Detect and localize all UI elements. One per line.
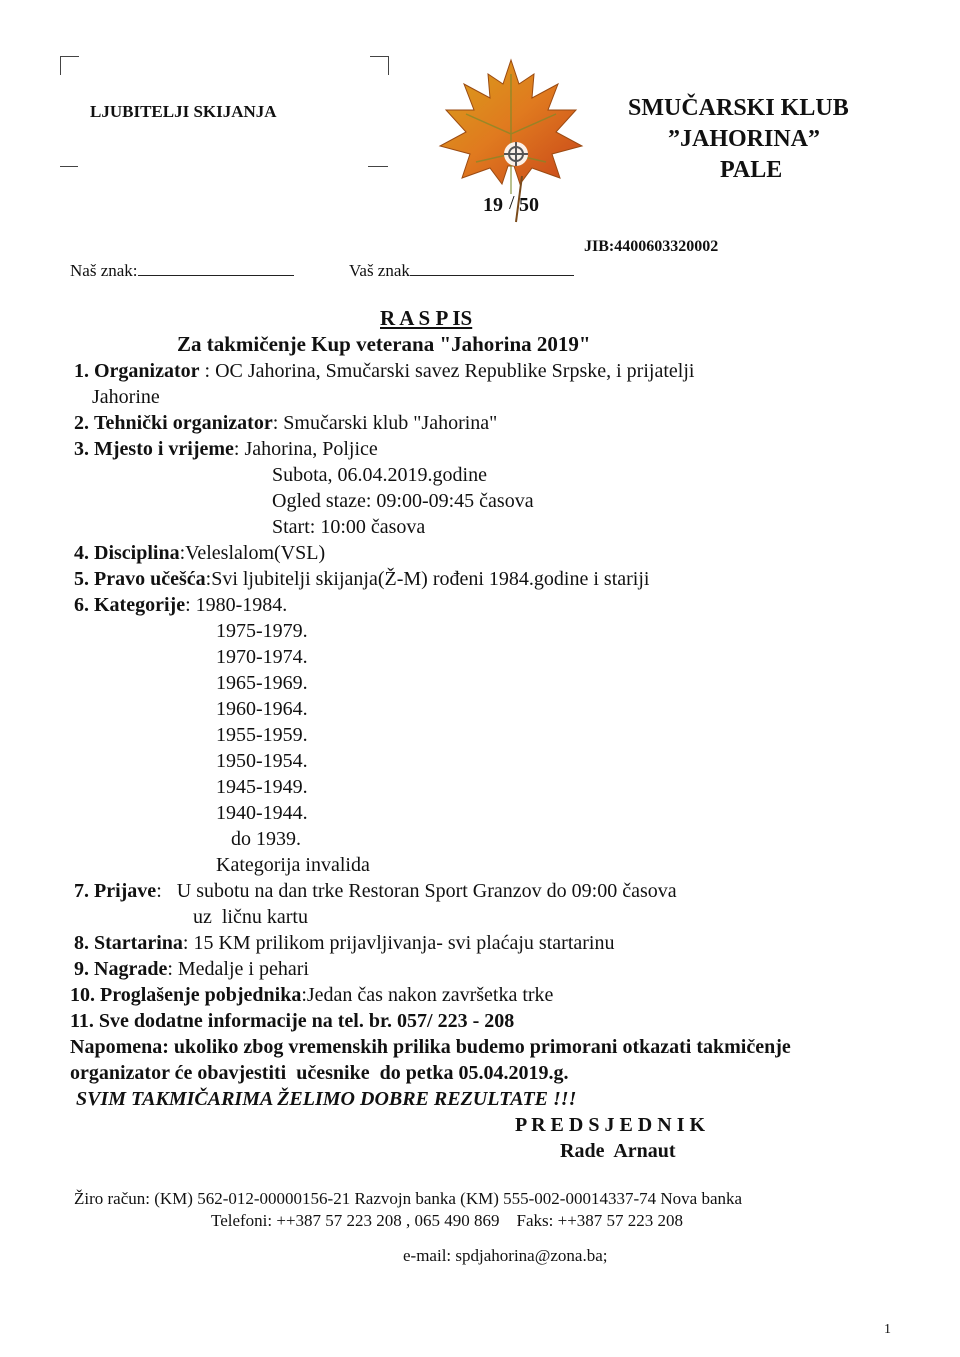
- item-nagrade: [74, 956, 309, 982]
- item-label: Startarina: [94, 932, 183, 954]
- category-list-item: 1965-1969.: [216, 672, 308, 694]
- dash-mark-left: [60, 166, 78, 167]
- item-pravo-ucesca: [74, 566, 649, 592]
- item-disciplina: [74, 540, 325, 566]
- logo-year-slash: /: [509, 192, 515, 214]
- document-subtitle: Za takmičenje Kup veterana "Jahorina 2019": [177, 332, 591, 356]
- item-number: 1.: [74, 360, 89, 382]
- item-label: Tehnički organizator: [94, 412, 273, 434]
- item-number: 10.: [70, 984, 95, 1006]
- item-text: :Jedan čas nakon završetka trke: [301, 984, 554, 1006]
- item-proglasenje: [70, 982, 553, 1008]
- course-inspection-time: Ogled staze: 09:00-09:45 časova: [272, 490, 534, 512]
- category-list-item: 1950-1954.: [216, 750, 308, 772]
- category-list-item: 1960-1964.: [216, 698, 308, 720]
- item-text: : Smučarski klub "Jahorina": [272, 412, 498, 434]
- category-list-item: 1975-1979.: [216, 620, 308, 642]
- club-name-line2: ”JAHORINA”: [668, 126, 821, 152]
- item-number: 5.: [74, 568, 89, 590]
- item-label: Pravo učešća: [94, 568, 206, 590]
- item-number: 4.: [74, 542, 89, 564]
- item-label: Kategorije: [94, 594, 186, 616]
- document-title: R A S P IS: [380, 306, 473, 330]
- jib-number: JIB:4400603320002: [584, 238, 719, 255]
- item-organizator-continued: Jahorine: [92, 386, 160, 408]
- left-header-title: LJUBITELJI SKIJANJA: [90, 102, 277, 121]
- vas-znak-label: Vaš znak: [349, 261, 410, 280]
- note-line-2: organizator će obavjestiti učesnike do petka 05.04.2019.g.: [70, 1062, 569, 1084]
- item-text: : Jahorina, Poljice: [233, 438, 378, 460]
- category-list-item: 1940-1944.: [216, 802, 308, 824]
- vas-znak-blank: [410, 259, 574, 276]
- item-startarina: [74, 930, 614, 956]
- page-number: 1: [884, 1322, 891, 1337]
- item-tehnicki-organizator: [74, 410, 497, 436]
- footer-email: e-mail: spdjahorina@zona.ba;: [403, 1246, 608, 1265]
- item-number: 9.: [74, 958, 89, 980]
- item-text: :Svi ljubitelji skijanja(Ž-M) rođeni 1984.godine i stariji: [205, 568, 650, 590]
- signature-name: Rade Arnaut: [560, 1140, 676, 1162]
- item-label: Mjesto i vrijeme: [94, 438, 234, 460]
- item-number: 3.: [74, 438, 89, 460]
- note-line-1: Napomena: ukoliko zbog vremenskih prilika budemo primorani otkazati takmičenje: [70, 1036, 791, 1058]
- item-label: Prijave: [94, 880, 157, 902]
- item-informacije: 11. Sve dodatne informacije na tel. br. 057/ 223 - 208: [70, 1010, 515, 1032]
- logo-year-right: 50: [519, 194, 539, 216]
- item-organizator: [74, 358, 694, 384]
- item-number: 8.: [74, 932, 89, 954]
- item-label: Nagrade: [94, 958, 168, 980]
- club-city: PALE: [720, 157, 783, 183]
- item-number: 7.: [74, 880, 89, 902]
- logo-year-left: 19: [483, 194, 503, 216]
- item-number: 6.: [74, 594, 89, 616]
- item-text: : U subotu na dan trke Restoran Sport Granzov do 09:00 časova: [156, 880, 677, 902]
- nas-znak-field: [70, 259, 294, 281]
- category-list-item: 1945-1949.: [216, 776, 308, 798]
- club-name-line1: SMUČARSKI KLUB: [628, 95, 849, 121]
- category-list-item: 1970-1974.: [216, 646, 308, 668]
- item-text: :Veleslalom(VSL): [179, 542, 326, 564]
- item-label: Organizator: [94, 360, 200, 382]
- item-prijave-continued: uz ličnu kartu: [193, 906, 308, 928]
- category-list-item: 1955-1959.: [216, 724, 308, 746]
- item-text: : OC Jahorina, Smučarski savez Republike Srpske, i prijatelji: [199, 360, 695, 382]
- start-time: Start: 10:00 časova: [272, 516, 426, 538]
- item-prijave: [74, 878, 677, 904]
- item-number: 2.: [74, 412, 89, 434]
- category-list-item: Kategorija invalida: [216, 854, 370, 876]
- dash-mark-right: [368, 166, 388, 167]
- event-date: Subota, 06.04.2019.godine: [272, 464, 487, 486]
- nas-znak-label: Naš znak:: [70, 261, 138, 280]
- corner-mark-top-left: [60, 56, 79, 75]
- footer-phones: Telefoni: ++387 57 223 208 , 065 490 869 Faks: ++387 57 223 208: [211, 1211, 684, 1230]
- corner-mark-top-right: [370, 56, 389, 75]
- item-text: : Medalje i pehari: [167, 958, 309, 980]
- closing-wish: SVIM TAKMIČARIMA ŽELIMO DOBRE REZULTATE !!!: [76, 1088, 577, 1110]
- vas-znak-field: [349, 259, 574, 281]
- category-list-item: do 1939.: [216, 828, 301, 850]
- footer-bank-accounts: Žiro račun: (KM) 562-012-00000156-21 Razvojn banka (KM) 555-002-00014337-74 Nova banka: [74, 1189, 743, 1208]
- nas-znak-blank: [138, 259, 294, 276]
- item-text: : 15 KM prilikom prijavljivanja- svi plaćaju startarinu: [182, 932, 615, 954]
- item-kategorije: [74, 592, 287, 618]
- item-text: : 1980-1984.: [185, 594, 288, 616]
- item-label: Disciplina: [94, 542, 180, 564]
- signature-role: P R E D S J E D N I K: [515, 1114, 706, 1136]
- item-mjesto-vrijeme: [74, 436, 378, 462]
- item-label: Proglašenje pobjednika: [100, 984, 302, 1006]
